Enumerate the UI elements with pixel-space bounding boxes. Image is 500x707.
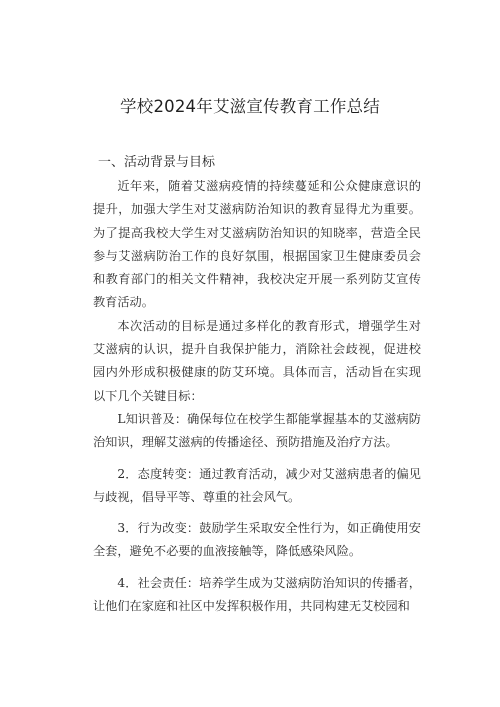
list-item-behavior: 3．行为改变：鼓励学生采取安全性行为，如正确使用安全套，避免不必要的血液接触等，降低感染风险。 xyxy=(93,521,421,559)
list-item-knowledge: L知识普及：确保每位在校学生都能掌握基本的艾滋病防治知识，理解艾滋病的传播途径、预防措施及治疗方法。 xyxy=(93,411,421,450)
list-item-responsibility: 4．社会责任：培养学生成为艾滋病防治知识的传播者，让他们在家庭和社区中发挥积极作用，共同构建无艾校园和 xyxy=(93,575,421,614)
list-item-attitude: 2．态度转变：通过教育活动，减少对艾滋病患者的偏见与歧视，倡导平等、尊重的社会风气。 xyxy=(93,466,421,504)
paragraph-background: 近年来，随着艾滋病疫情的持续蔓延和公众健康意识的提升，加强大学生对艾滋病防治知识的教育显得尤为重要。为了提高我校大学生对艾滋病防治知识的知晓率，营造全民参与艾滋病防治工作的良好氛围，根据国家卫生健康委员会和教育部门的相关文件精神，我校决定开展一系列防艾宣传教育活动。 xyxy=(93,179,421,310)
section-heading: 一、活动背景与目标 xyxy=(98,155,216,170)
paragraph-goals: 本次活动的目标是通过多样化的教育形式，增强学生对艾滋病的认识，提升自我保护能力，消除社会歧视，促进校园内外形成积极健康的防艾环境。具体而言，活动旨在实现以下几个关键目标： xyxy=(93,318,421,403)
document-title: 学校2024年艾滋宣传教育工作总结 xyxy=(120,97,380,116)
document-body xyxy=(93,175,421,618)
